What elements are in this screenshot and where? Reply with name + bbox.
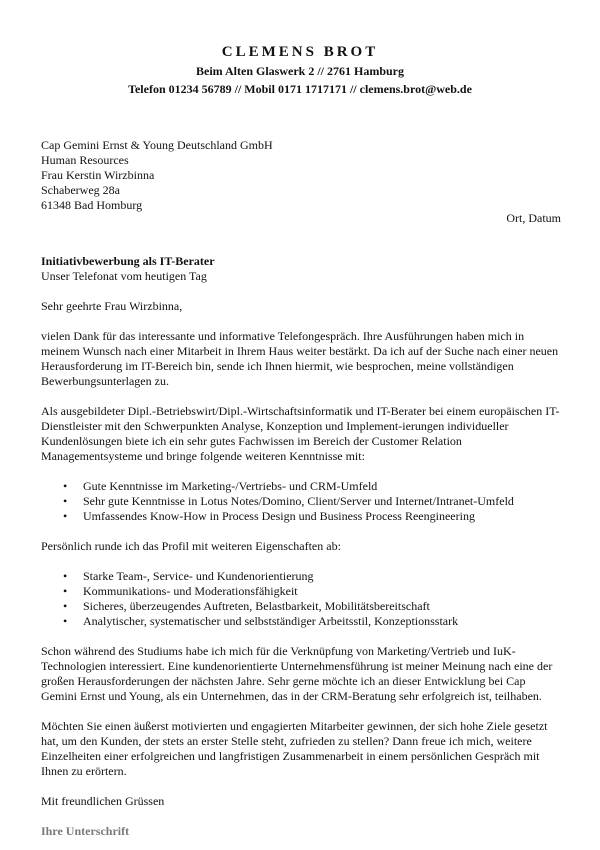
letter-body	[41, 254, 563, 839]
paragraph-qualifications: Als ausgebildeter Dipl.-Betriebswirt/Dipl.-Wirtschaftsinformatik und IT-Berater bei einem europäischen IT-Dienstleister mit den Schwerpunkten Analyse, Konzeption und Implement-ierungen individueller Kundenlösungen biete ich ein sehr gutes Fachwissen im Bereich der Customer Relation Managementsysteme und bringe folgende weiteren Kenntnisse mit:	[41, 404, 560, 463]
list-item: • Sicheres, überzeugendes Auftreten, Belastbarkeit, Mobilitätsbereitschaft	[83, 599, 563, 614]
paragraph-motivation: Schon während des Studiums habe ich mich für die Verknüpfung von Marketing/Vertrieb und IuK-Technologien interessiert. Eine kundenorientierte Unternehmensführung ist meiner Meinung nach eine der großen Herausforderungen der nächsten Jahre. Sehr gerne möchte ich an dieser Entwicklung bei Cap Gemini Ernst und Young, als ein Unternehmen, das in der CRM-Beratung sehr erfolgreich ist, teilhaben.	[41, 644, 553, 703]
traits-list	[41, 569, 563, 629]
paragraph-intro: vielen Dank für das interessante und informative Telefongespräch. Ihre Ausführungen haben mich in meinem Wunsch nach einer Mitarbeit in Ihrem Haus weiter bestärkt. Da ich auf der Suche nach einer neuen Herausforderung im IT-Bereich bin, sende ich Ihnen hiermit, wie besprochen, meine vollständigen Bewerbungsunterlagen zu.	[41, 329, 559, 388]
list-item: • Analytischer, systematischer und selbstständiger Arbeitsstil, Konzeptionsstark	[83, 614, 563, 629]
recipient-person: Frau Kerstin Wirzbinna	[41, 168, 155, 182]
recipient-city: 61348 Bad Homburg	[41, 198, 143, 212]
recipient-block	[41, 138, 561, 213]
paragraph-personal: Persönlich runde ich das Profil mit weiteren Eigenschaften ab:	[41, 539, 341, 553]
recipient-company: Cap Gemini Ernst & Young Deutschland GmbH	[41, 138, 273, 152]
sender-name: CLEMENS BROT	[221, 44, 379, 60]
paragraph-closing-question: Möchten Sie einen äußerst motivierten und engagierten Mitarbeiter gewinnen, der sich hohe Ziele gesetzt hat, um den Kunden, der stets an erster Stelle steht, zufrieden zu stellen? Dann freue ich mich, weitere Einzelheiten einer erfolgreichen und langfristigen Zusammenarbeit in einem persönlichen Gespräch mit Ihnen zu erörtern.	[41, 719, 548, 778]
recipient-street: Schaberweg 28a	[41, 183, 120, 197]
recipient-department: Human Resources	[41, 153, 129, 167]
skills-list	[41, 479, 563, 524]
signature-placeholder: Ihre Unterschrift	[41, 824, 130, 838]
subject-line: Initiativbewerbung als IT-Berater	[41, 254, 215, 268]
place-date: Ort, Datum	[506, 211, 561, 225]
list-item: • Umfassendes Know-How in Process Design und Business Process Reengineering	[83, 509, 563, 524]
salutation: Sehr geehrte Frau Wirzbinna,	[41, 299, 183, 313]
list-item: • Gute Kenntnisse im Marketing-/Vertriebs- und CRM-Umfeld	[83, 479, 563, 494]
reference-line: Unser Telefonat vom heutigen Tag	[41, 269, 207, 283]
closing-greeting: Mit freundlichen Grüssen	[41, 794, 165, 808]
sender-address: Beim Alten Glaswerk 2 // 2761 Hamburg	[196, 64, 404, 78]
list-item: • Sehr gute Kenntnisse in Lotus Notes/Domino, Client/Server und Internet/Intranet-Umfeld	[83, 494, 563, 509]
letterhead	[0, 43, 600, 98]
list-item: • Starke Team-, Service- und Kundenorientierung	[83, 569, 563, 584]
list-item: • Kommunikations- und Moderationsfähigkeit	[83, 584, 563, 599]
sender-contact: Telefon 01234 56789 // Mobil 0171 1717171 // clemens.brot@web.de	[128, 82, 472, 96]
